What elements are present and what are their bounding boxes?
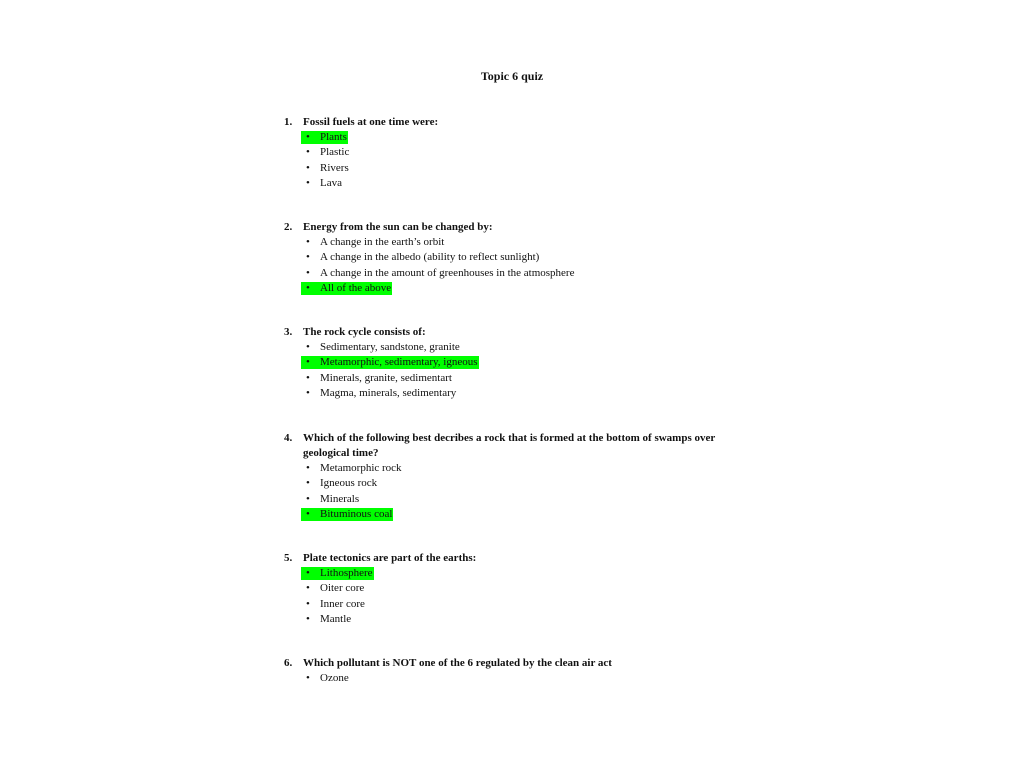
bullet-icon: •: [306, 567, 310, 579]
question-6: [284, 656, 764, 686]
answer-text: Minerals: [320, 492, 360, 505]
question-2: [284, 220, 764, 296]
question-number: 3.: [284, 326, 293, 338]
bullet-icon: •: [306, 386, 310, 399]
answer-option: [284, 176, 764, 191]
answer-text: Minerals, granite, sedimentart: [320, 371, 452, 384]
bullet-icon: •: [306, 371, 310, 384]
answer-option: [284, 492, 764, 507]
answer-option: [284, 476, 764, 491]
answer-text: A change in the amount of greenhouses in the atmosphere: [320, 266, 575, 279]
question-text: Plate tectonics are part of the earths:: [303, 552, 477, 564]
answer-text: Sedimentary, sandstone, granite: [320, 341, 460, 353]
question-text: Energy from the sun can be changed by:: [303, 221, 493, 233]
answer-option: [284, 266, 764, 281]
question-number: 1.: [284, 116, 293, 128]
bullet-icon: •: [306, 507, 310, 520]
bullet-icon: •: [306, 356, 310, 369]
bullet-icon: •: [306, 612, 310, 625]
answer-text: Inner core: [320, 597, 365, 610]
answer-option: [284, 281, 764, 296]
answer-option: [284, 340, 764, 355]
answer-option: [284, 145, 764, 160]
question-heading: [284, 551, 764, 566]
bullet-icon: •: [306, 492, 310, 505]
bullet-icon: •: [306, 131, 310, 143]
bullet-icon: •: [306, 236, 310, 248]
question-3: [284, 325, 764, 401]
question-heading: [284, 656, 764, 671]
answer-text: Rivers: [320, 161, 349, 174]
answer-text: Metamorphic rock: [320, 462, 402, 474]
answer-option: [284, 461, 764, 476]
document-title: Topic 6 quiz: [480, 69, 544, 83]
answer-text: All of the above: [320, 281, 392, 294]
answer-list: [284, 566, 764, 627]
bullet-icon: •: [306, 161, 310, 174]
answer-list: [284, 461, 764, 522]
answer-text: Lava: [320, 176, 342, 189]
question-number: 6.: [284, 657, 293, 669]
question-text: Which of the following best decribes a rock that is formed at the bottom of swamps over geological time?: [303, 432, 716, 459]
answer-text: Magma, minerals, sedimentary: [320, 386, 457, 399]
answer-option: [284, 371, 764, 386]
question-5: [284, 551, 764, 627]
answer-list: [284, 340, 764, 401]
answer-text: Lithosphere: [320, 567, 373, 579]
question-number: 4.: [284, 432, 293, 444]
question-heading: [284, 115, 764, 130]
question-heading: [284, 325, 764, 340]
answer-text: Metamorphic, sedimentary, igneous: [320, 356, 478, 369]
answer-list: [284, 130, 764, 191]
bullet-icon: •: [306, 176, 310, 189]
bullet-icon: •: [306, 462, 310, 474]
question-number: 2.: [284, 221, 293, 233]
answer-list: [284, 235, 764, 296]
answer-text: Ozone: [320, 672, 349, 684]
question-4: [284, 431, 764, 522]
answer-option: [284, 250, 764, 265]
answer-option: [284, 130, 764, 145]
question-heading: [284, 220, 764, 235]
answer-option: [284, 671, 764, 686]
bullet-icon: •: [306, 477, 310, 490]
bullet-icon: •: [306, 281, 310, 294]
question-heading: [284, 431, 764, 461]
answer-option: [284, 612, 764, 627]
answer-text: Plants: [320, 131, 347, 143]
answer-text: Plastic: [320, 146, 350, 159]
answer-text: A change in the albedo (ability to reflect sunlight): [320, 251, 540, 264]
bullet-icon: •: [306, 146, 310, 159]
bullet-icon: •: [306, 251, 310, 264]
answer-text: Mantle: [320, 612, 352, 625]
bullet-icon: •: [306, 341, 310, 353]
question-number: 5.: [284, 552, 293, 564]
answer-option: [284, 355, 764, 370]
question-text: Fossil fuels at one time were:: [303, 116, 439, 128]
bullet-icon: •: [306, 672, 310, 684]
answer-text: Oiter core: [320, 582, 365, 595]
bullet-icon: •: [306, 597, 310, 610]
answer-option: [284, 507, 764, 522]
answer-option: [284, 581, 764, 596]
answer-option: [284, 566, 764, 581]
answer-text: Igneous rock: [320, 477, 378, 490]
bullet-icon: •: [306, 266, 310, 279]
question-text: The rock cycle consists of:: [303, 326, 426, 338]
question-text: Which pollutant is NOT one of the 6 regulated by the clean air act: [303, 657, 612, 669]
answer-text: A change in the earth’s orbit: [320, 236, 445, 248]
bullet-icon: •: [306, 582, 310, 595]
answer-list: [284, 671, 764, 686]
answer-option: [284, 235, 764, 250]
answer-text: Bituminous coal: [320, 507, 393, 520]
answer-option: [284, 597, 764, 612]
question-1: [284, 115, 764, 191]
answer-option: [284, 386, 764, 401]
answer-option: [284, 161, 764, 176]
